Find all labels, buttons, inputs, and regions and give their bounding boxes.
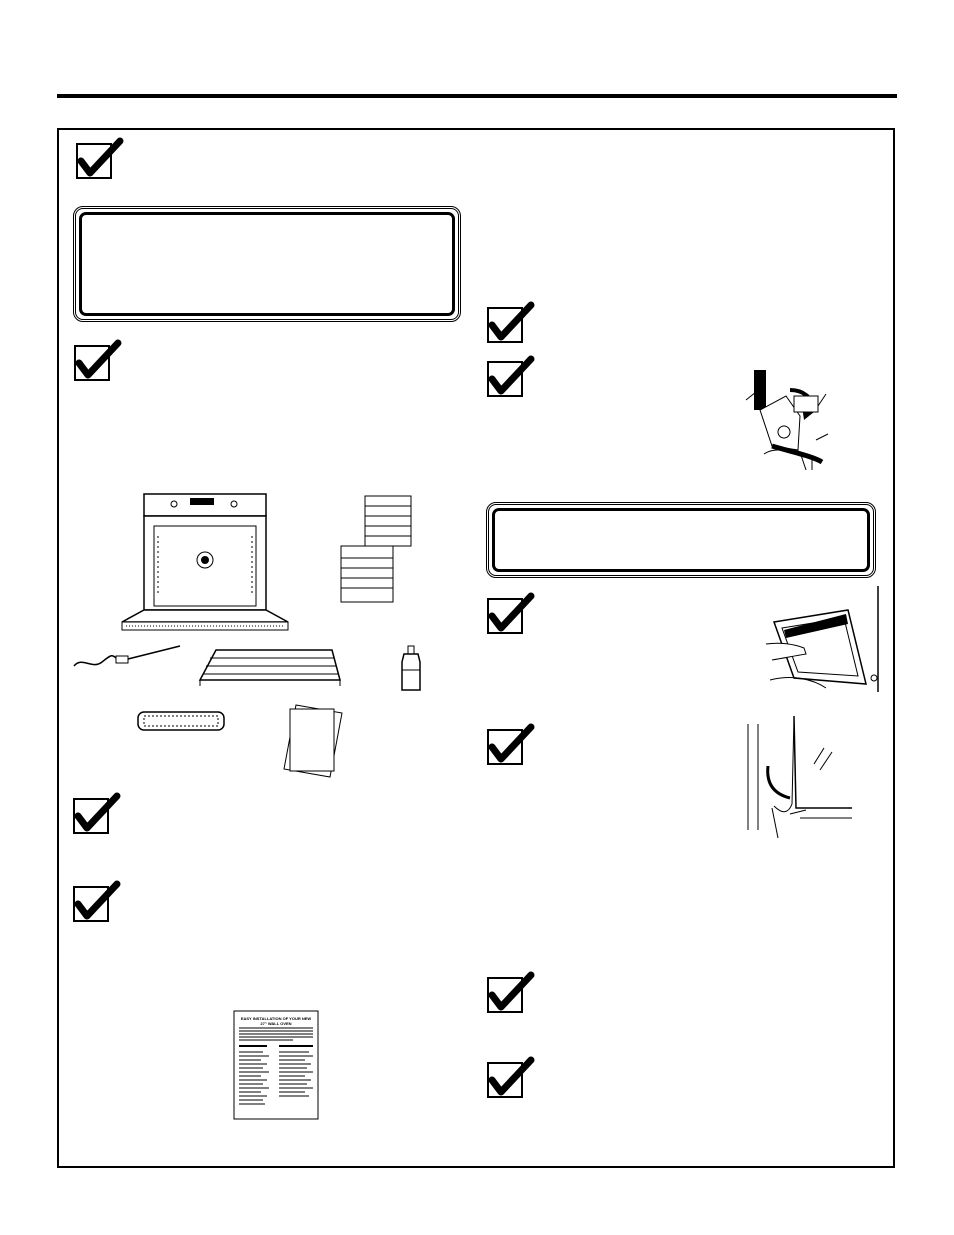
checkmark-icon (76, 143, 112, 179)
checkmark-icon (487, 307, 523, 343)
instructions-sheet-title (233, 1016, 319, 1026)
instructions-title-line1: EASY INSTALLATION OF YOUR NEW (240, 1016, 312, 1021)
header-rule (57, 94, 897, 98)
checkmark-icon (487, 1062, 523, 1098)
literature-illustration (280, 703, 344, 779)
checkmark-icon (73, 798, 109, 834)
checkmark-icon (487, 598, 523, 634)
checkmark-icon (487, 729, 523, 765)
notice-box-left (73, 206, 461, 322)
installation-instructions-illustration (233, 1010, 319, 1120)
instructions-title-line2: 27" WALL OVEN (260, 1021, 292, 1026)
rack-support-illustration (333, 494, 417, 606)
checkmark-icon (73, 886, 109, 922)
door-removal-illustration (764, 584, 884, 696)
oven-rack-illustration (196, 646, 342, 688)
checkmark-icon (487, 361, 523, 397)
door-gasket-illustration (744, 714, 856, 838)
cleaner-bottle-illustration (398, 644, 424, 694)
broiler-pan-illustration (136, 708, 226, 734)
checkmark-icon (74, 345, 110, 381)
temperature-probe-illustration (72, 642, 182, 672)
notice-box-right (486, 502, 876, 578)
wall-oven-illustration (118, 492, 294, 632)
checkmark-icon (487, 977, 523, 1013)
door-hinge-illustration (742, 366, 836, 470)
